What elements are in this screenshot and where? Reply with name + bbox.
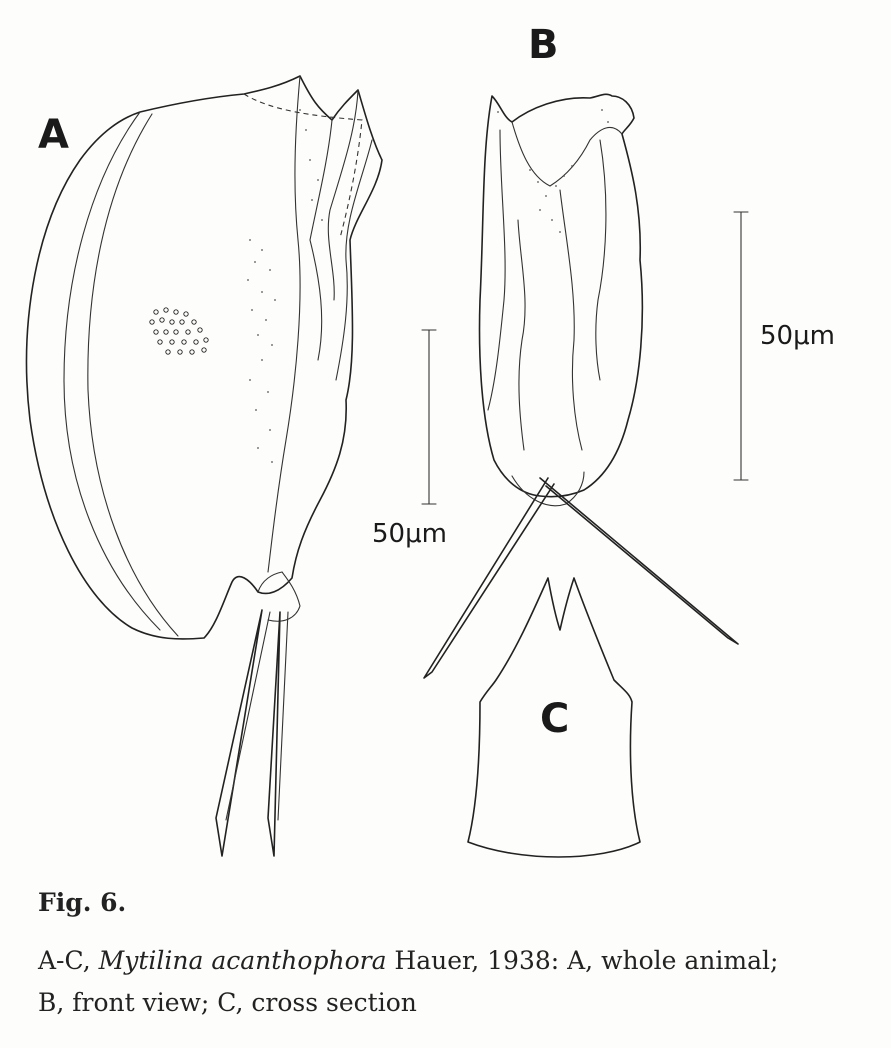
panel-label-b: B: [528, 22, 559, 68]
caption-authority: Hauer, 1938: A, whole animal;: [386, 946, 779, 975]
panel-a-dorsal-ridge-2: [88, 114, 178, 636]
scale-bar-b: [734, 212, 835, 480]
scale-bar-a-label: 50μm: [372, 519, 447, 549]
panel-b-fold-center: [560, 190, 582, 450]
panel-b-fold-left-2: [518, 220, 525, 450]
panel-a-toe-left-inner: [226, 612, 270, 820]
figure-title: Fig. 6.: [38, 888, 127, 917]
panel-a-toe-left: [216, 610, 262, 856]
panel-a-foot: [258, 572, 300, 621]
panel-b-spine-left: [424, 478, 554, 678]
panel-a-dashed-head: [244, 94, 362, 238]
panel-label-c: C: [540, 696, 570, 742]
figure-caption: [38, 940, 878, 1024]
panel-b-fold-right: [596, 140, 606, 380]
caption-species: Mytilina acanthophora: [98, 946, 387, 975]
caption-prefix: A-C,: [38, 946, 99, 975]
panel-label-a: A: [38, 112, 69, 158]
panel-a-fold-3: [328, 90, 358, 300]
panel-b-fold-left: [488, 130, 505, 410]
panel-a-stipple: [247, 109, 323, 463]
panel-a-dorsal-ridge-1: [64, 112, 160, 630]
caption-line2: B, front view; C, cross section: [38, 988, 417, 1017]
panel-b-crest: [512, 122, 622, 186]
scale-bar-b-label: 50μm: [760, 321, 835, 351]
panel-a-lorica-outline: [27, 76, 382, 639]
panel-a-drawing: [27, 76, 382, 856]
panel-a-dot-cluster: [150, 308, 208, 354]
panel-a-fold-1: [268, 76, 300, 572]
panel-a-fold-4: [336, 140, 372, 380]
panel-b-foot: [512, 472, 584, 506]
panel-b-drawing: [424, 94, 738, 678]
scale-bar-a: [372, 330, 447, 549]
panel-b-spine-right: [540, 478, 738, 644]
